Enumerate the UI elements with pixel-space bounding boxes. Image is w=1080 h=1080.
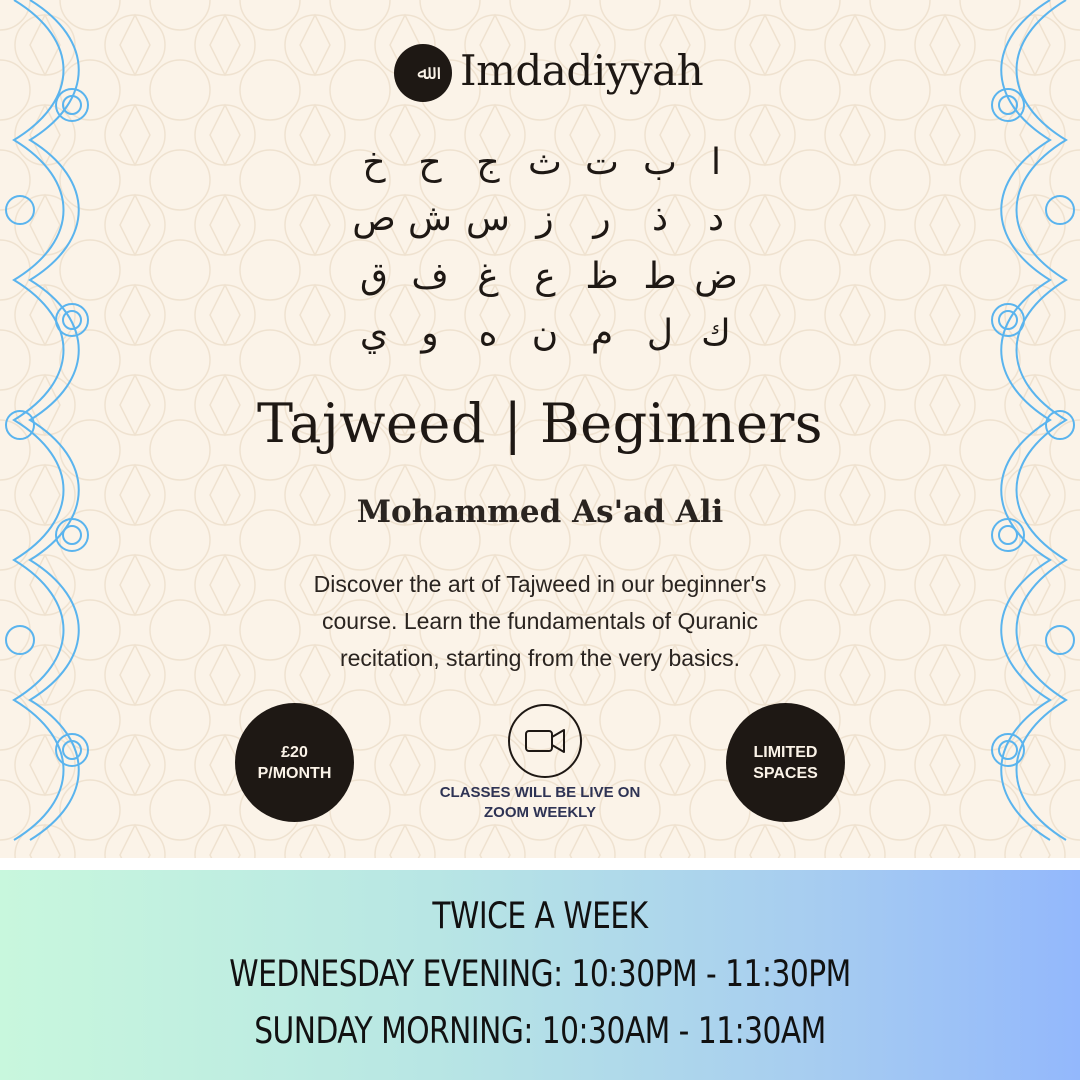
arabic-letter: ذ: [651, 198, 669, 239]
brand-header: [394, 44, 714, 104]
schedule-panel: [0, 870, 1080, 1080]
arabic-letter: ص: [352, 198, 396, 239]
price-badge: [235, 703, 354, 822]
arabic-letter: ل: [646, 313, 674, 354]
schedule-heading: TWICE A WEEK: [432, 894, 648, 937]
arabic-letter: م: [590, 313, 614, 354]
arabic-letter: ث: [528, 142, 562, 183]
spaces-line: LIMITED: [753, 743, 818, 761]
arabic-letter: غ: [477, 256, 499, 297]
schedule-session: WEDNESDAY EVENING: 10:30PM - 11:30PM: [229, 952, 851, 995]
arabic-letter: خ: [362, 142, 386, 183]
price-amount: £20: [281, 743, 308, 761]
arabic-letter: ض: [694, 256, 738, 297]
arabic-letter: ش: [408, 198, 452, 239]
course-title: Tajweed | Beginners: [256, 392, 823, 455]
arabic-letter: د: [707, 198, 725, 239]
arabic-letter: ا: [710, 142, 721, 183]
arabic-letter: ر: [593, 198, 611, 239]
arabic-letter: ف: [411, 256, 449, 297]
arabic-letter: ي: [359, 313, 389, 354]
arabic-letter: ن: [531, 313, 559, 354]
arabic-letter: ظ: [585, 256, 619, 297]
brand-logo-glyph: ﷲ: [417, 60, 429, 84]
schedule-session: SUNDAY MORNING: 10:30AM - 11:30AM: [254, 1009, 826, 1052]
arabic-letter: ق: [360, 256, 388, 297]
arabic-letter: ط: [643, 256, 677, 297]
zoom-info-line: CLASSES WILL BE LIVE ON: [439, 784, 641, 801]
description-line: course. Learn the fundamentals of Quranic: [322, 608, 758, 634]
brand-logo-icon: [394, 44, 452, 102]
description-line: recitation, starting from the very basics.: [339, 645, 741, 671]
zoom-info-line: ZOOM WEEKLY: [484, 804, 596, 821]
arabic-letter: ز: [536, 198, 554, 239]
arabic-letter: ح: [418, 142, 442, 183]
right-ornamental-border: [980, 0, 1080, 858]
zoom-info: [400, 783, 680, 823]
arabic-letter: ع: [534, 256, 556, 297]
limited-spaces-badge: [726, 703, 845, 822]
brand-name: Imdadiyyah: [460, 46, 704, 95]
arabic-letter: ه: [478, 313, 498, 354]
arabic-letter: ك: [701, 313, 731, 354]
arabic-letter: ب: [643, 142, 677, 183]
video-camera-icon: [508, 704, 582, 778]
arabic-letter: س: [466, 198, 510, 239]
left-ornamental-border: [0, 0, 100, 858]
spaces-line: SPACES: [753, 764, 818, 782]
arabic-letter: ت: [585, 142, 619, 183]
course-description: [120, 566, 960, 677]
price-period: P/MONTH: [257, 764, 332, 782]
section-divider: [0, 858, 1080, 870]
arabic-letter: ج: [476, 142, 500, 183]
instructor-name: Mohammed As'ad Ali: [356, 494, 724, 530]
description-line: Discover the art of Tajweed in our beginner's: [313, 571, 767, 597]
arabic-letter: و: [421, 313, 439, 354]
